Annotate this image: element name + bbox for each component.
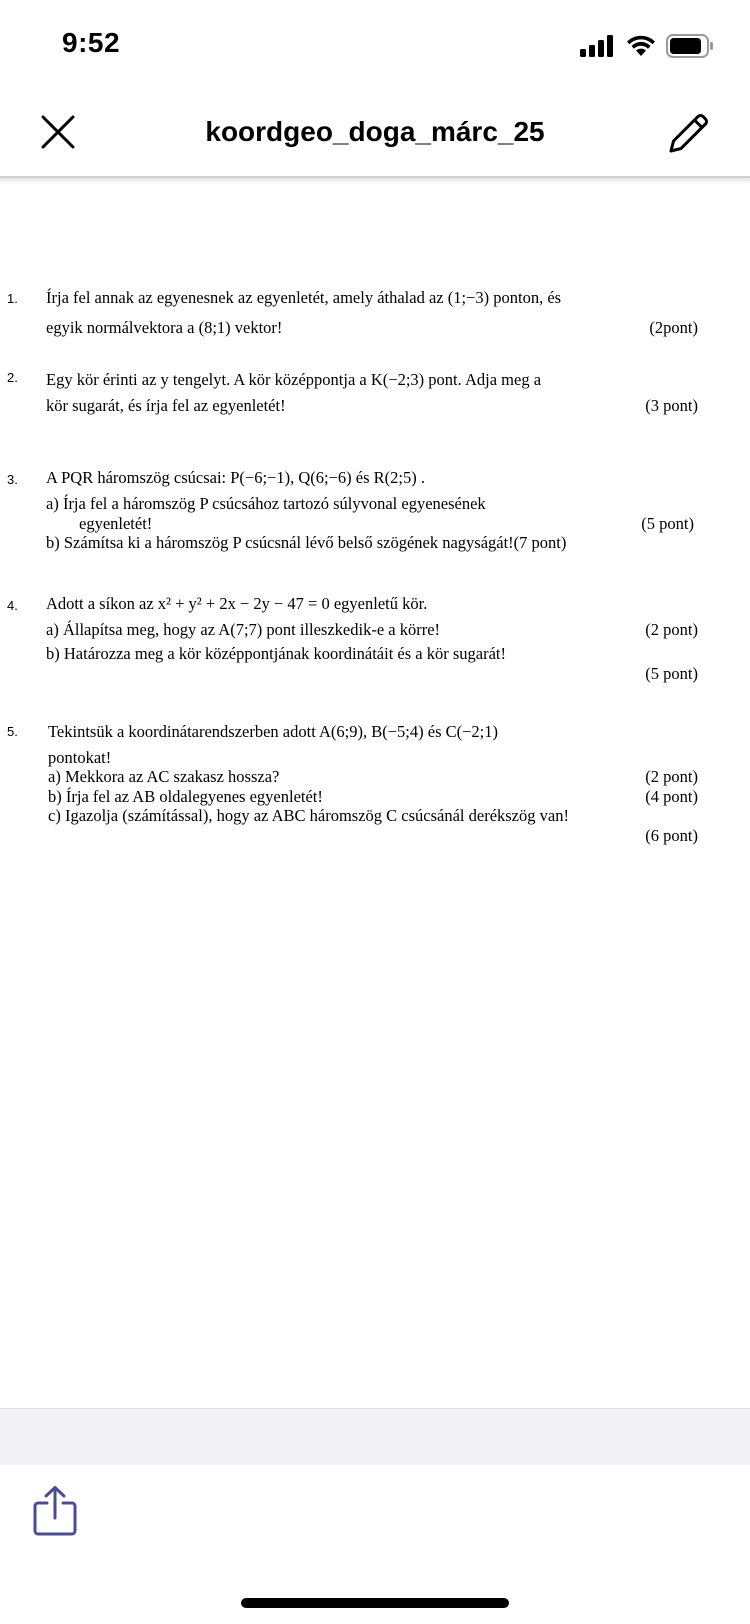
edit-button[interactable] [664, 108, 714, 158]
problem-5-part-b-line: b) Írja fel az AB oldalegyenes egyenletét! [48, 787, 323, 806]
status-bar [0, 0, 750, 90]
battery-icon [666, 34, 714, 58]
problem-1-text-line-1: Írja fel annak az egyenesnek az egyenletét, amely áthalad az (1;−3) ponton, és [46, 288, 562, 307]
problem-4-text-line-1: Adott a síkon az x² + y² + 2x − 2y − 47 = 0 egyenletű kör. [46, 594, 428, 613]
problem-2-text-line-2: kör sugarát, és írja fel az egyenletét! [46, 396, 286, 415]
status-time: 9:52 [62, 27, 121, 58]
problem-5-text-line-2: pontokat! [48, 748, 112, 767]
problem-3-number: 3. [7, 472, 18, 487]
status-icons [580, 34, 714, 58]
problem-3-part-a-line-2: egyenletét! [79, 514, 153, 533]
problem-3-part-a-points: (5 pont) [641, 514, 694, 533]
document-title: koordgeo_doga_márc_25 [205, 116, 545, 147]
problem-5-part-a-line: a) Mekkora az AC szakasz hossza? [48, 767, 280, 786]
document-page [0, 184, 750, 1408]
problem-2-number: 2. [7, 370, 18, 385]
problem-5-part-c-line: c) Igazolja (számítással), hogy az ABC háromszög C csúcsánál derékszög van! [48, 806, 569, 825]
home-indicator [241, 1598, 509, 1608]
document-bottom-gutter [0, 1408, 750, 1466]
problem-5-part-c-points: (6 pont) [645, 826, 698, 845]
problem-2-points: (3 pont) [645, 396, 698, 415]
problem-2-text-line-1: Egy kör érinti az y tengelyt. A kör középpontja a K(−2;3) pont. Adja meg a [46, 370, 542, 389]
pencil-icon [667, 111, 711, 155]
nav-bar [0, 90, 750, 178]
share-icon [32, 1485, 78, 1537]
signal-icon [580, 35, 616, 57]
problem-5-text-line-1: Tekintsük a koordinátarendszerben adott A(6;9), B(−5;4) és C(−2;1) [48, 722, 499, 741]
problem-3-part-a-line-1: a) Írja fel a háromszög P csúcsához tartozó súlyvonal egyenesének [46, 494, 486, 513]
problem-4-part-b-line: b) Határozza meg a kör középpontjának koordinátáit és a kör sugarát! [46, 644, 506, 663]
problem-5-part-a-points: (2 pont) [645, 767, 698, 786]
share-button[interactable] [32, 1485, 78, 1537]
problem-4-part-a-line: a) Állapítsa meg, hogy az A(7;7) pont illeszkedik-e a körre! [46, 620, 441, 639]
problem-1-points: (2pont) [649, 318, 698, 337]
problem-5-number: 5. [7, 724, 18, 739]
problem-5-part-b-points: (4 pont) [645, 787, 698, 806]
wifi-icon [626, 35, 656, 57]
problem-3-part-b-line: b) Számítsa ki a háromszög P csúcsnál lévő belső szögének nagyságát!(7 pont) [46, 533, 567, 552]
problem-4-part-b-points: (5 pont) [645, 664, 698, 683]
problem-4-number: 4. [7, 598, 18, 613]
problem-1-number: 1. [7, 291, 18, 306]
problem-1-text-line-2: egyik normálvektora a (8;1) vektor! [46, 318, 283, 337]
problem-3-text-line-1: A PQR háromszög csúcsai: P(−6;−1), Q(6;−6) és R(2;5) . [46, 468, 425, 487]
problem-4-part-a-points: (2 pont) [645, 620, 698, 639]
